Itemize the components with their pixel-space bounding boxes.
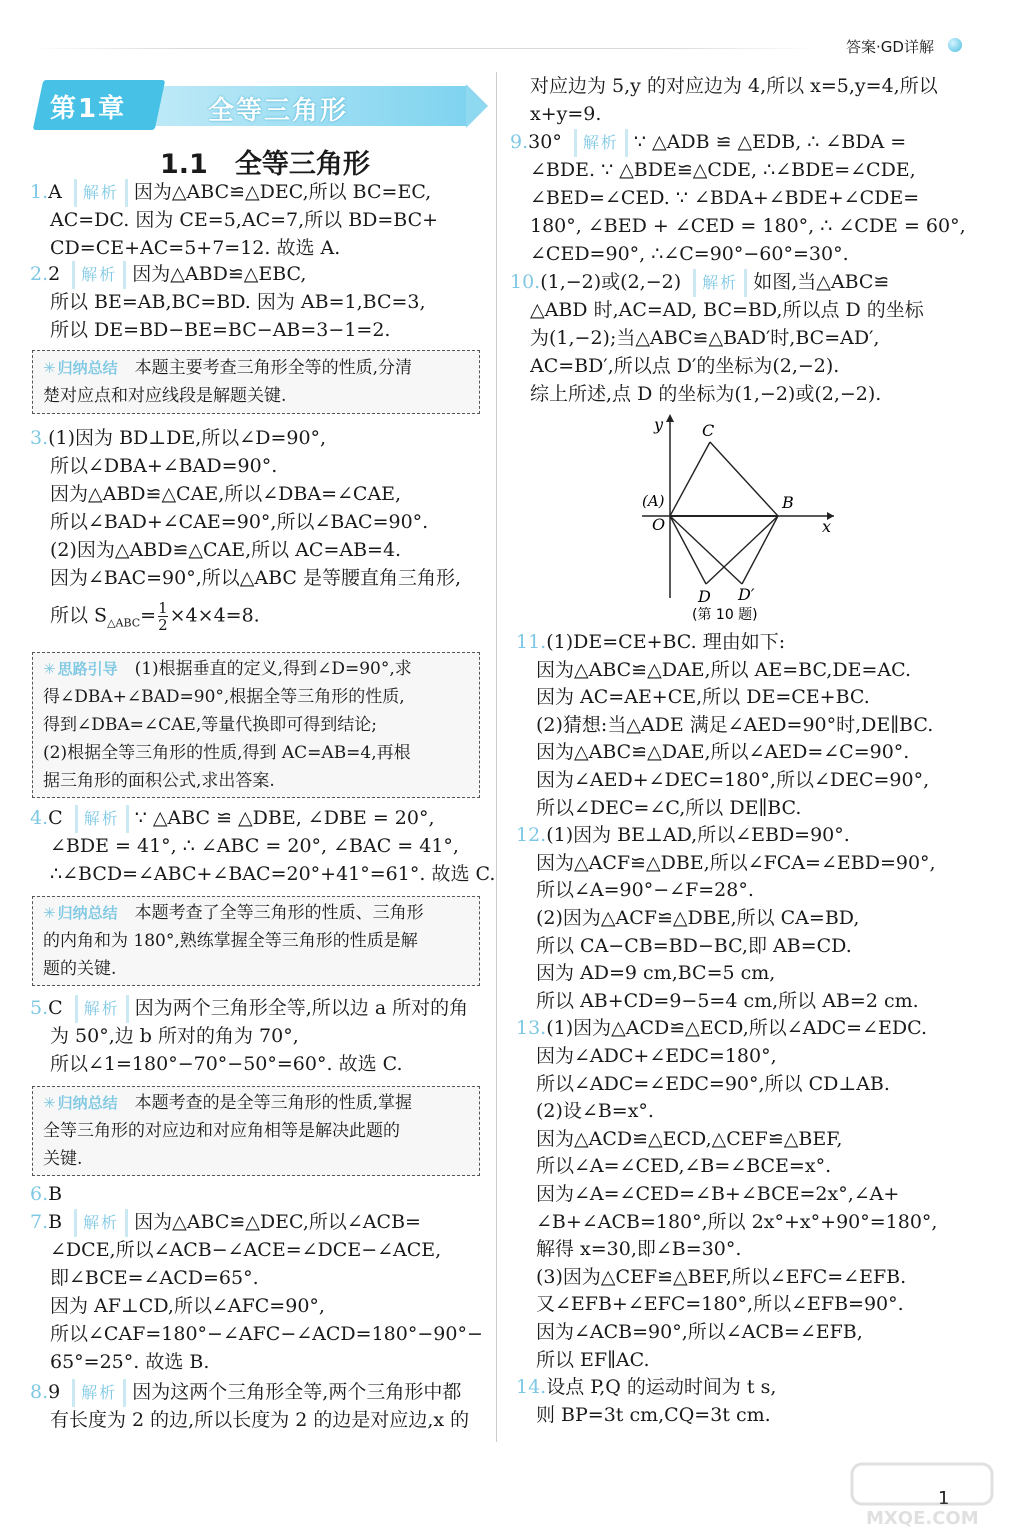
text-line	[50, 1236, 441, 1264]
header-dot-icon	[948, 38, 962, 52]
line-text: 因为 AD=9 cm,BC=5 cm,	[536, 962, 776, 985]
segment-ad-prime	[670, 516, 742, 584]
line-text: 即∠BCE=∠ACD=65°.	[50, 1267, 259, 1289]
text-line	[30, 260, 306, 289]
text-line	[536, 876, 754, 904]
line-text: 因为∠ACB=90°,所以∠ACB=∠EFB,	[536, 1321, 863, 1343]
question-number: 14.	[516, 1376, 547, 1399]
box-tag: ✳ 思路引导	[43, 660, 118, 678]
header-rule	[30, 48, 820, 49]
line-text: ∴∠BCD=∠ABC+∠BAC=20°+41°=61°. 故选 C.	[50, 863, 496, 885]
text-line	[50, 536, 401, 564]
text-line	[530, 296, 924, 324]
section-title: 1.1 全等三角形	[160, 149, 370, 180]
label-y: y	[654, 415, 664, 434]
line-text: 所以∠DBA+∠BAD=90°.	[50, 455, 278, 477]
chapter-arrow-icon	[466, 84, 488, 128]
line-text: 为(1,−2);当△ABC≌△BAD′时,BC=AD′,	[530, 327, 880, 349]
label-o: O	[652, 515, 666, 534]
line-text: ∠BDE. ∵ △BDE≌△CDE, ∴∠BDE=∠CDE,	[530, 159, 916, 181]
segment-cb	[710, 442, 778, 516]
line-text: ∠CED=90°, ∴∠C=90°−60°=30°.	[530, 243, 849, 265]
line-text: (2)因为△ABD≌△CAE,所以 AC=AB=4.	[50, 539, 402, 561]
line-text: 因为△ABC≌△DAE,所以∠AED=∠C=90°.	[536, 741, 910, 764]
line-text: 所以 DE=BD−BE=BC−AB=3−1=2.	[50, 319, 391, 341]
line-text: (1)因为 BD⊥DE,所以∠D=90°,	[48, 427, 327, 449]
line-text: 因为△ABC≌△DAE,所以 AE=BC,DE=AC.	[536, 658, 911, 681]
line-text: 所以∠BAD+∠CAE=90°,所以∠BAC=90°.	[50, 511, 429, 533]
line-text: (2)因为△ACF≌△DBE,所以 CA=BD,	[536, 907, 860, 929]
line-text: 所以 BE=AB,BC=BD. 因为 AB=1,BC=3,	[50, 291, 426, 313]
question-number: 12.	[516, 824, 547, 847]
line-text-rest: ∵ △ABC ≌ △DBE, ∠DBE = 20°,	[134, 807, 435, 829]
chapter-banner	[38, 74, 486, 136]
text-line	[530, 72, 938, 100]
hint-box	[32, 652, 480, 798]
line-text: 所以∠DEC=∠C,所以 DE∥BC.	[536, 796, 802, 819]
text-line	[50, 832, 459, 860]
text-line	[536, 656, 911, 684]
text-line	[536, 683, 870, 711]
text-line	[536, 1208, 937, 1236]
line-text: 因为∠A=∠CED=∠B+∠BCE=2x°,∠A+	[536, 1183, 900, 1205]
line-text: 因为 AF⊥CD,所以∠AFC=90°,	[50, 1295, 325, 1317]
line-text: 所以 EF∥AC.	[536, 1348, 650, 1371]
text-line	[536, 1263, 906, 1291]
box-text: 得∠DBA+∠BAD=90°,根据全等三角形的性质,	[43, 687, 405, 707]
analysis-tag: 解析	[693, 269, 747, 297]
line-text: 因为∠AED+∠DEC=180°,所以∠DEC=90°,	[536, 769, 930, 791]
text-line	[30, 1208, 421, 1237]
line-text: 所以∠CAF=180°−∠AFC−∠ACD=180°−90°−	[50, 1323, 483, 1345]
watermark-text: MXQE.COM	[866, 1508, 979, 1529]
text-line	[30, 424, 326, 452]
text-line	[536, 1125, 842, 1153]
segment-d-prime-b	[742, 516, 778, 584]
text-line	[50, 452, 277, 480]
line-text: 有长度为 2 的边,所以长度为 2 的边是对应边,x 的	[50, 1409, 470, 1431]
page-number: 1	[938, 1488, 950, 1509]
text-line	[30, 1378, 461, 1407]
question-number: 11.	[516, 631, 547, 653]
text-line	[536, 1290, 904, 1318]
analysis-tag: 解析	[75, 995, 129, 1023]
label-d: D	[698, 587, 711, 606]
analysis-tag: 解析	[74, 179, 128, 207]
line-text: 9	[48, 1381, 67, 1403]
fraction	[158, 600, 168, 633]
line-text: A	[48, 181, 68, 203]
line-text: 因为 AC=AE+CE,所以 DE=CE+BC.	[536, 686, 870, 709]
line-text: 综上所述,点 D 的坐标为(1,−2)或(2,−2).	[530, 383, 882, 405]
line-text: x+y=9.	[530, 103, 602, 125]
box-text: (2)根据全等三角形的性质,得到 AC=AB=4,再根	[43, 743, 411, 763]
label-a: (A)	[642, 492, 665, 510]
text-line	[536, 711, 933, 739]
formula-sub: △ABC	[107, 616, 141, 630]
line-text: 所以∠A=90°−∠F=28°.	[536, 879, 754, 902]
line-text: AC=BD′,所以点 D′的坐标为(2,−2).	[530, 355, 840, 377]
formula-rest: ×4×4=8.	[169, 604, 260, 627]
text-line	[30, 994, 468, 1023]
line-text: 为 50°,边 b 所对的角为 70°,	[50, 1025, 299, 1047]
line-text-rest: 因为△ABC≌△DEC,所以∠ACB=	[134, 1211, 421, 1233]
line-text: C	[48, 807, 69, 829]
text-line	[50, 206, 438, 234]
summary-box-2	[32, 896, 480, 986]
box-tag: ✳ 归纳总结	[43, 1094, 118, 1112]
box-text: 题的关键.	[43, 959, 117, 979]
coordinate-figure	[634, 412, 854, 624]
text-line	[516, 1373, 776, 1401]
analysis-tag: 解析	[72, 1379, 126, 1407]
line-text-rest: 因为这两个三角形全等,两个三角形中都	[132, 1381, 462, 1403]
box-text: 关键.	[43, 1149, 83, 1169]
text-line	[530, 212, 966, 240]
text-line	[516, 1014, 927, 1042]
text-line	[536, 1346, 650, 1374]
text-line	[50, 1050, 403, 1078]
column-divider	[496, 72, 497, 1442]
text-line	[536, 1318, 863, 1346]
text-line	[536, 1152, 831, 1180]
question-number: 4.	[30, 807, 49, 829]
line-text: 解得 x=30,即∠B=30°.	[536, 1238, 742, 1261]
fraction-denominator: 2	[158, 616, 168, 634]
line-text: 30°	[528, 131, 568, 153]
box-text: 本题考查的是全等三角形的性质,掌握	[134, 1093, 412, 1113]
text-line	[536, 849, 936, 877]
analysis-tag: 解析	[574, 129, 628, 157]
line-text: 对应边为 5,y 的对应边为 4,所以 x=5,y=4,所以	[530, 75, 938, 97]
box-text: 本题考查了全等三角形的性质、三角形	[134, 903, 424, 923]
box-text: 得到∠DBA=∠CAE,等量代换即可得到结论;	[43, 715, 377, 735]
line-text: 2	[48, 263, 67, 285]
question-number: 3.	[30, 427, 49, 449]
text-line	[536, 1070, 890, 1098]
fraction-numerator: 1	[158, 599, 168, 617]
text-line	[530, 156, 916, 184]
text-line	[536, 932, 852, 960]
line-text: 65°=25°. 故选 B.	[50, 1351, 210, 1373]
analysis-tag: 解析	[75, 805, 129, 833]
text-line	[30, 804, 435, 833]
text-line	[536, 738, 909, 766]
text-line	[530, 184, 919, 212]
label-d-prime: D′	[738, 585, 755, 604]
line-text: CD=CE+AC=5+7=12. 故选 A.	[50, 237, 341, 259]
text-line	[536, 904, 859, 932]
analysis-tag: 解析	[72, 261, 126, 289]
question-number: 2.	[30, 263, 49, 285]
line-text: AC=DC. 因为 CE=5,AC=7,所以 BD=BC+	[50, 209, 439, 231]
text-line	[50, 860, 495, 888]
box-text: 的内角和为 180°,熟练掌握全等三角形的性质是解	[43, 931, 418, 951]
text-line	[50, 508, 428, 536]
line-text: △ABD 时,AC=AD, BC=BD,所以点 D 的坐标	[530, 299, 924, 321]
line-text: 因为△ACF≌△DBE,所以∠FCA=∠EBD=90°,	[536, 851, 936, 874]
line-text-rest: 因为△ABD≌△EBC,	[132, 263, 307, 285]
line-text: 因为△ACD≌△ECD,△CEF≌△BEF,	[536, 1127, 843, 1150]
text-line	[536, 1401, 771, 1429]
line-text-rest: ∵ △ADB ≌ △EDB, ∴ ∠BDA =	[633, 131, 907, 153]
line-text: (2)设∠B=x°.	[536, 1100, 654, 1123]
text-line	[50, 564, 461, 592]
line-text: C	[48, 997, 69, 1019]
line-text: 则 BP=3t cm,CQ=3t cm.	[536, 1403, 771, 1426]
text-line	[536, 1042, 777, 1070]
line-text: 所以∠A=∠CED,∠B=∠BCE=x°.	[536, 1155, 832, 1178]
y-axis-arrow-icon	[666, 414, 674, 422]
text-line	[50, 1292, 325, 1320]
label-c: C	[702, 421, 715, 440]
line-text: ∠BDE = 41°, ∴ ∠ABC = 20°, ∠BAC = 41°,	[50, 835, 459, 857]
text-line	[536, 1097, 654, 1125]
line-text: 所以 AB+CD=9−5=4 cm,所以 AB=2 cm.	[536, 989, 919, 1012]
line-text: B	[48, 1211, 69, 1233]
text-line	[510, 268, 889, 297]
area-formula	[50, 600, 260, 637]
segment-ad	[670, 516, 706, 584]
question-number: 10.	[510, 271, 541, 293]
line-text: (1,−2)或(2,−2)	[540, 271, 688, 293]
text-line	[516, 628, 785, 656]
text-line	[50, 1022, 299, 1050]
line-text: 因为∠ADC+∠EDC=180°,	[536, 1045, 777, 1067]
label-x: x	[822, 517, 832, 536]
text-line	[30, 178, 431, 207]
text-line	[536, 794, 801, 822]
question-number: 1.	[30, 181, 49, 203]
summary-box-3	[32, 1086, 480, 1176]
line-text: 所以∠ADC=∠EDC=90°,所以 CD⊥AB.	[536, 1072, 890, 1095]
line-text: (1)因为△ACD≌△ECD,所以∠ADC=∠EDC.	[546, 1017, 928, 1040]
line-text: ∠B+∠ACB=180°,所以 2x°+x°+90°=180°,	[536, 1210, 938, 1233]
text-line	[536, 987, 919, 1015]
line-text: 又∠EFB+∠EFC=180°,所以∠EFB=90°.	[536, 1293, 904, 1316]
line-text: 所以 CA−CB=BD−BC,即 AB=CD.	[536, 934, 852, 957]
figure-caption: (第 10 题)	[692, 607, 758, 623]
segment-db	[706, 516, 778, 584]
text-line	[50, 316, 390, 344]
line-text: (3)因为△CEF≌△BEF,所以∠EFC=∠EFB.	[536, 1265, 907, 1288]
text-line	[50, 288, 426, 316]
line-text-rest: 因为两个三角形全等,所以边 a 所对的角	[134, 997, 469, 1019]
box-tag: ✳ 归纳总结	[43, 359, 118, 377]
question-number: 13.	[516, 1017, 547, 1040]
text-line	[530, 352, 839, 380]
text-line	[516, 821, 850, 849]
line-text: 180°, ∠BED + ∠CED = 180°, ∴ ∠CDE = 60°,	[530, 215, 966, 237]
question-number: 7.	[30, 1211, 49, 1233]
text-line	[530, 324, 879, 352]
box-text: 本题主要考查三角形全等的性质,分清	[134, 358, 412, 378]
line-text: 因为∠BAC=90°,所以△ABC 是等腰直角三角形,	[50, 567, 462, 589]
text-line	[536, 959, 775, 987]
chapter-title: 全等三角形	[208, 96, 349, 126]
chapter-label: 第1章	[50, 94, 127, 124]
label-b: B	[782, 493, 794, 512]
segment-ac	[670, 442, 710, 516]
box-text: 全等三角形的对应边和对应角相等是解决此题的	[43, 1121, 400, 1141]
text-line	[50, 1348, 209, 1376]
text-line	[536, 766, 929, 794]
question-number: 9.	[510, 131, 529, 153]
formula-text: 所以 S	[50, 604, 108, 627]
line-text: 所以∠1=180°−70°−50°=60°. 故选 C.	[50, 1053, 403, 1075]
line-text-rest: 如图,当△ABC≌	[753, 271, 890, 293]
box-text: 楚对应点和对应线段是解题关键.	[43, 386, 287, 406]
text-line	[510, 128, 906, 157]
line-text: 设点 P,Q 的运动时间为 t s,	[546, 1376, 777, 1399]
text-line	[50, 1406, 469, 1434]
text-line	[30, 1180, 62, 1208]
box-tag: ✳ 归纳总结	[43, 904, 118, 922]
formula-eq: =	[140, 604, 157, 627]
text-line	[50, 480, 401, 508]
line-text: ∠BED=∠CED. ∵ ∠BDA+∠BDE+∠CDE=	[530, 187, 920, 209]
text-line	[530, 100, 601, 128]
box-text: 据三角形的面积公式,求出答案.	[43, 771, 275, 791]
text-line	[50, 234, 340, 262]
text-line	[530, 380, 881, 408]
text-line	[530, 240, 849, 268]
header-tag: 答案·GD详解	[846, 38, 934, 56]
line-text: (2)猜想:当△ADE 满足∠AED=90°时,DE∥BC.	[536, 713, 934, 736]
line-text: (1)因为 BE⊥AD,所以∠EBD=90°.	[546, 824, 850, 847]
analysis-tag: 解析	[74, 1209, 128, 1237]
text-line	[536, 1180, 899, 1208]
box-text: (1)根据垂直的定义,得到∠D=90°,求	[134, 659, 412, 679]
text-line	[50, 1264, 259, 1292]
line-text: 因为△ABD≌△CAE,所以∠DBA=∠CAE,	[50, 483, 402, 505]
line-text: ∠DCE,所以∠ACB−∠ACE=∠DCE−∠ACE,	[50, 1239, 442, 1261]
question-number: 6.	[30, 1183, 49, 1205]
line-text: (1)DE=CE+BC. 理由如下:	[546, 631, 786, 653]
summary-box-1	[32, 350, 480, 414]
line-text: B	[48, 1183, 63, 1205]
text-line	[536, 1235, 741, 1263]
line-text-rest: 因为△ABC≌△DEC,所以 BC=EC,	[133, 181, 432, 203]
watermark-logo-icon	[846, 1460, 1006, 1530]
question-number: 5.	[30, 997, 49, 1019]
question-number: 8.	[30, 1381, 49, 1403]
text-line	[50, 1320, 483, 1348]
